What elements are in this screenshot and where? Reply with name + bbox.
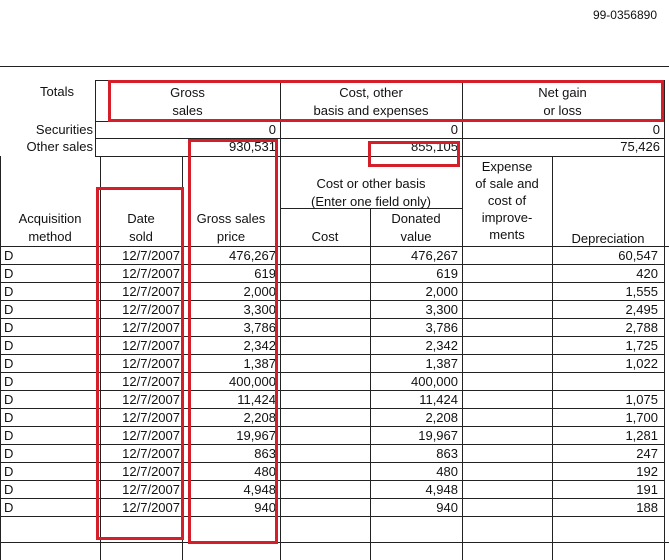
cell-date: 12/7/2007	[122, 446, 180, 461]
cell-method: D	[4, 392, 14, 407]
highlight-gross-price-column	[188, 139, 278, 544]
cell-price: 11,424	[237, 392, 276, 407]
securities-net: 0	[652, 122, 660, 137]
cell-date: 12/7/2007	[122, 410, 180, 425]
cell-depreciation: 1,022	[625, 356, 658, 371]
cell-depreciation: 1,700	[625, 410, 658, 425]
cell-donated: 940	[436, 500, 458, 515]
cell-depreciation: 1,281	[625, 428, 658, 443]
other-sales-label: Other sales	[26, 139, 93, 154]
cost-other-header: Cost, other basis and expenses	[313, 85, 429, 118]
cell-price: 3,300	[243, 302, 276, 317]
col-expense: Expense of sale and cost of improve- ments	[475, 159, 539, 242]
cell-price: 2,000	[243, 284, 276, 299]
cell-method: D	[4, 320, 14, 335]
cell-date: 12/7/2007	[122, 428, 180, 443]
other-sales-cost: 855,105	[411, 139, 458, 154]
cell-method: D	[4, 356, 14, 371]
cell-method: D	[4, 266, 14, 281]
vrule-summary-left	[95, 80, 96, 156]
cell-price: 19,967	[236, 428, 276, 443]
cell-method: D	[4, 248, 14, 263]
cell-price: 1,387	[243, 356, 276, 371]
highlight-header-row	[108, 80, 664, 122]
cell-method: D	[4, 302, 14, 317]
cell-depreciation: 420	[636, 266, 658, 281]
cell-date: 12/7/2007	[122, 374, 180, 389]
cell-price: 940	[254, 500, 276, 515]
cell-depreciation	[554, 373, 658, 391]
cell-date: 12/7/2007	[122, 320, 180, 335]
col-depreciation: Depreciation	[571, 231, 645, 246]
cell-depreciation: 188	[636, 500, 658, 515]
highlight-other-sales-cost	[368, 141, 460, 167]
gross-sales-header: Gross sales	[170, 85, 205, 118]
cell-depreciation: 2,788	[625, 320, 658, 335]
cell-depreciation: 247	[636, 446, 658, 461]
cell-donated: 4,948	[425, 482, 458, 497]
cell-depreciation: 191	[636, 482, 658, 497]
cell-donated: 19,967	[418, 428, 458, 443]
cell-donated: 476,267	[411, 248, 458, 263]
cell-date: 12/7/2007	[122, 266, 180, 281]
cell-depreciation: 60,547	[618, 248, 658, 263]
rule-top	[0, 66, 669, 67]
col-donated-value: Donated value	[391, 211, 441, 244]
cell-date: 12/7/2007	[122, 464, 180, 479]
cell-date: 12/7/2007	[122, 248, 180, 263]
cell-donated: 2,342	[425, 338, 458, 353]
cell-price: 4,948	[243, 482, 276, 497]
cell-date: 12/7/2007	[122, 284, 180, 299]
cell-method: D	[4, 338, 14, 353]
other-sales-gross: 930,531	[229, 139, 276, 154]
cell-donated: 3,300	[425, 302, 458, 317]
cell-method: D	[4, 428, 14, 443]
cell-price: 863	[254, 446, 276, 461]
cell-donated: 2,000	[425, 284, 458, 299]
highlight-date-sold-column	[96, 187, 184, 540]
col-cost-basis-group: Cost or other basis (Enter one field only)	[311, 176, 431, 209]
securities-cost: 0	[450, 122, 458, 137]
col-gross-sales-price: Gross sales price	[196, 211, 266, 244]
cell-depreciation: 1,725	[625, 338, 658, 353]
cell-donated: 2,208	[425, 410, 458, 425]
cell-date: 12/7/2007	[122, 338, 180, 353]
cell-price: 2,342	[243, 338, 276, 353]
cell-method: D	[4, 464, 14, 479]
cell-price: 400,000	[229, 374, 276, 389]
cell-donated: 3,786	[425, 320, 458, 335]
cell-price: 619	[254, 266, 276, 281]
cell-donated: 1,387	[425, 356, 458, 371]
cell-price: 3,786	[243, 320, 276, 335]
securities-label: Securities	[35, 122, 93, 137]
cell-method: D	[4, 284, 14, 299]
document-id: 99-0356890	[592, 8, 657, 22]
col-cost: Cost	[311, 229, 339, 244]
vrule-summary-right	[664, 80, 665, 156]
cell-price: 2,208	[243, 410, 276, 425]
cell-method: D	[4, 410, 14, 425]
totals-label: Totals	[40, 84, 74, 99]
cell-depreciation: 2,495	[625, 302, 658, 317]
cell-depreciation: 192	[636, 464, 658, 479]
cell-method: D	[4, 374, 14, 389]
securities-gross: 0	[268, 122, 276, 137]
other-sales-net: 75,426	[620, 139, 660, 154]
cell-date: 12/7/2007	[122, 302, 180, 317]
net-gain-header: Net gain or loss	[538, 85, 587, 118]
cell-donated: 480	[436, 464, 458, 479]
cell-price: 476,267	[229, 248, 276, 263]
cell-method: D	[4, 446, 14, 461]
col-acquisition-method: Acquisition method	[18, 211, 82, 244]
cell-price: 480	[254, 464, 276, 479]
cell-method: D	[4, 482, 14, 497]
cell-depreciation: 1,555	[625, 284, 658, 299]
cell-donated: 619	[436, 266, 458, 281]
cell-date: 12/7/2007	[122, 482, 180, 497]
cell-donated: 400,000	[411, 374, 458, 389]
col-date-sold: Date sold	[127, 211, 155, 244]
cell-date: 12/7/2007	[122, 500, 180, 515]
cell-date: 12/7/2007	[122, 356, 180, 371]
cell-donated: 863	[436, 446, 458, 461]
cell-donated: 11,424	[419, 392, 458, 407]
cell-depreciation: 1,075	[625, 392, 658, 407]
cell-method: D	[4, 500, 14, 515]
cell-date: 12/7/2007	[122, 392, 180, 407]
